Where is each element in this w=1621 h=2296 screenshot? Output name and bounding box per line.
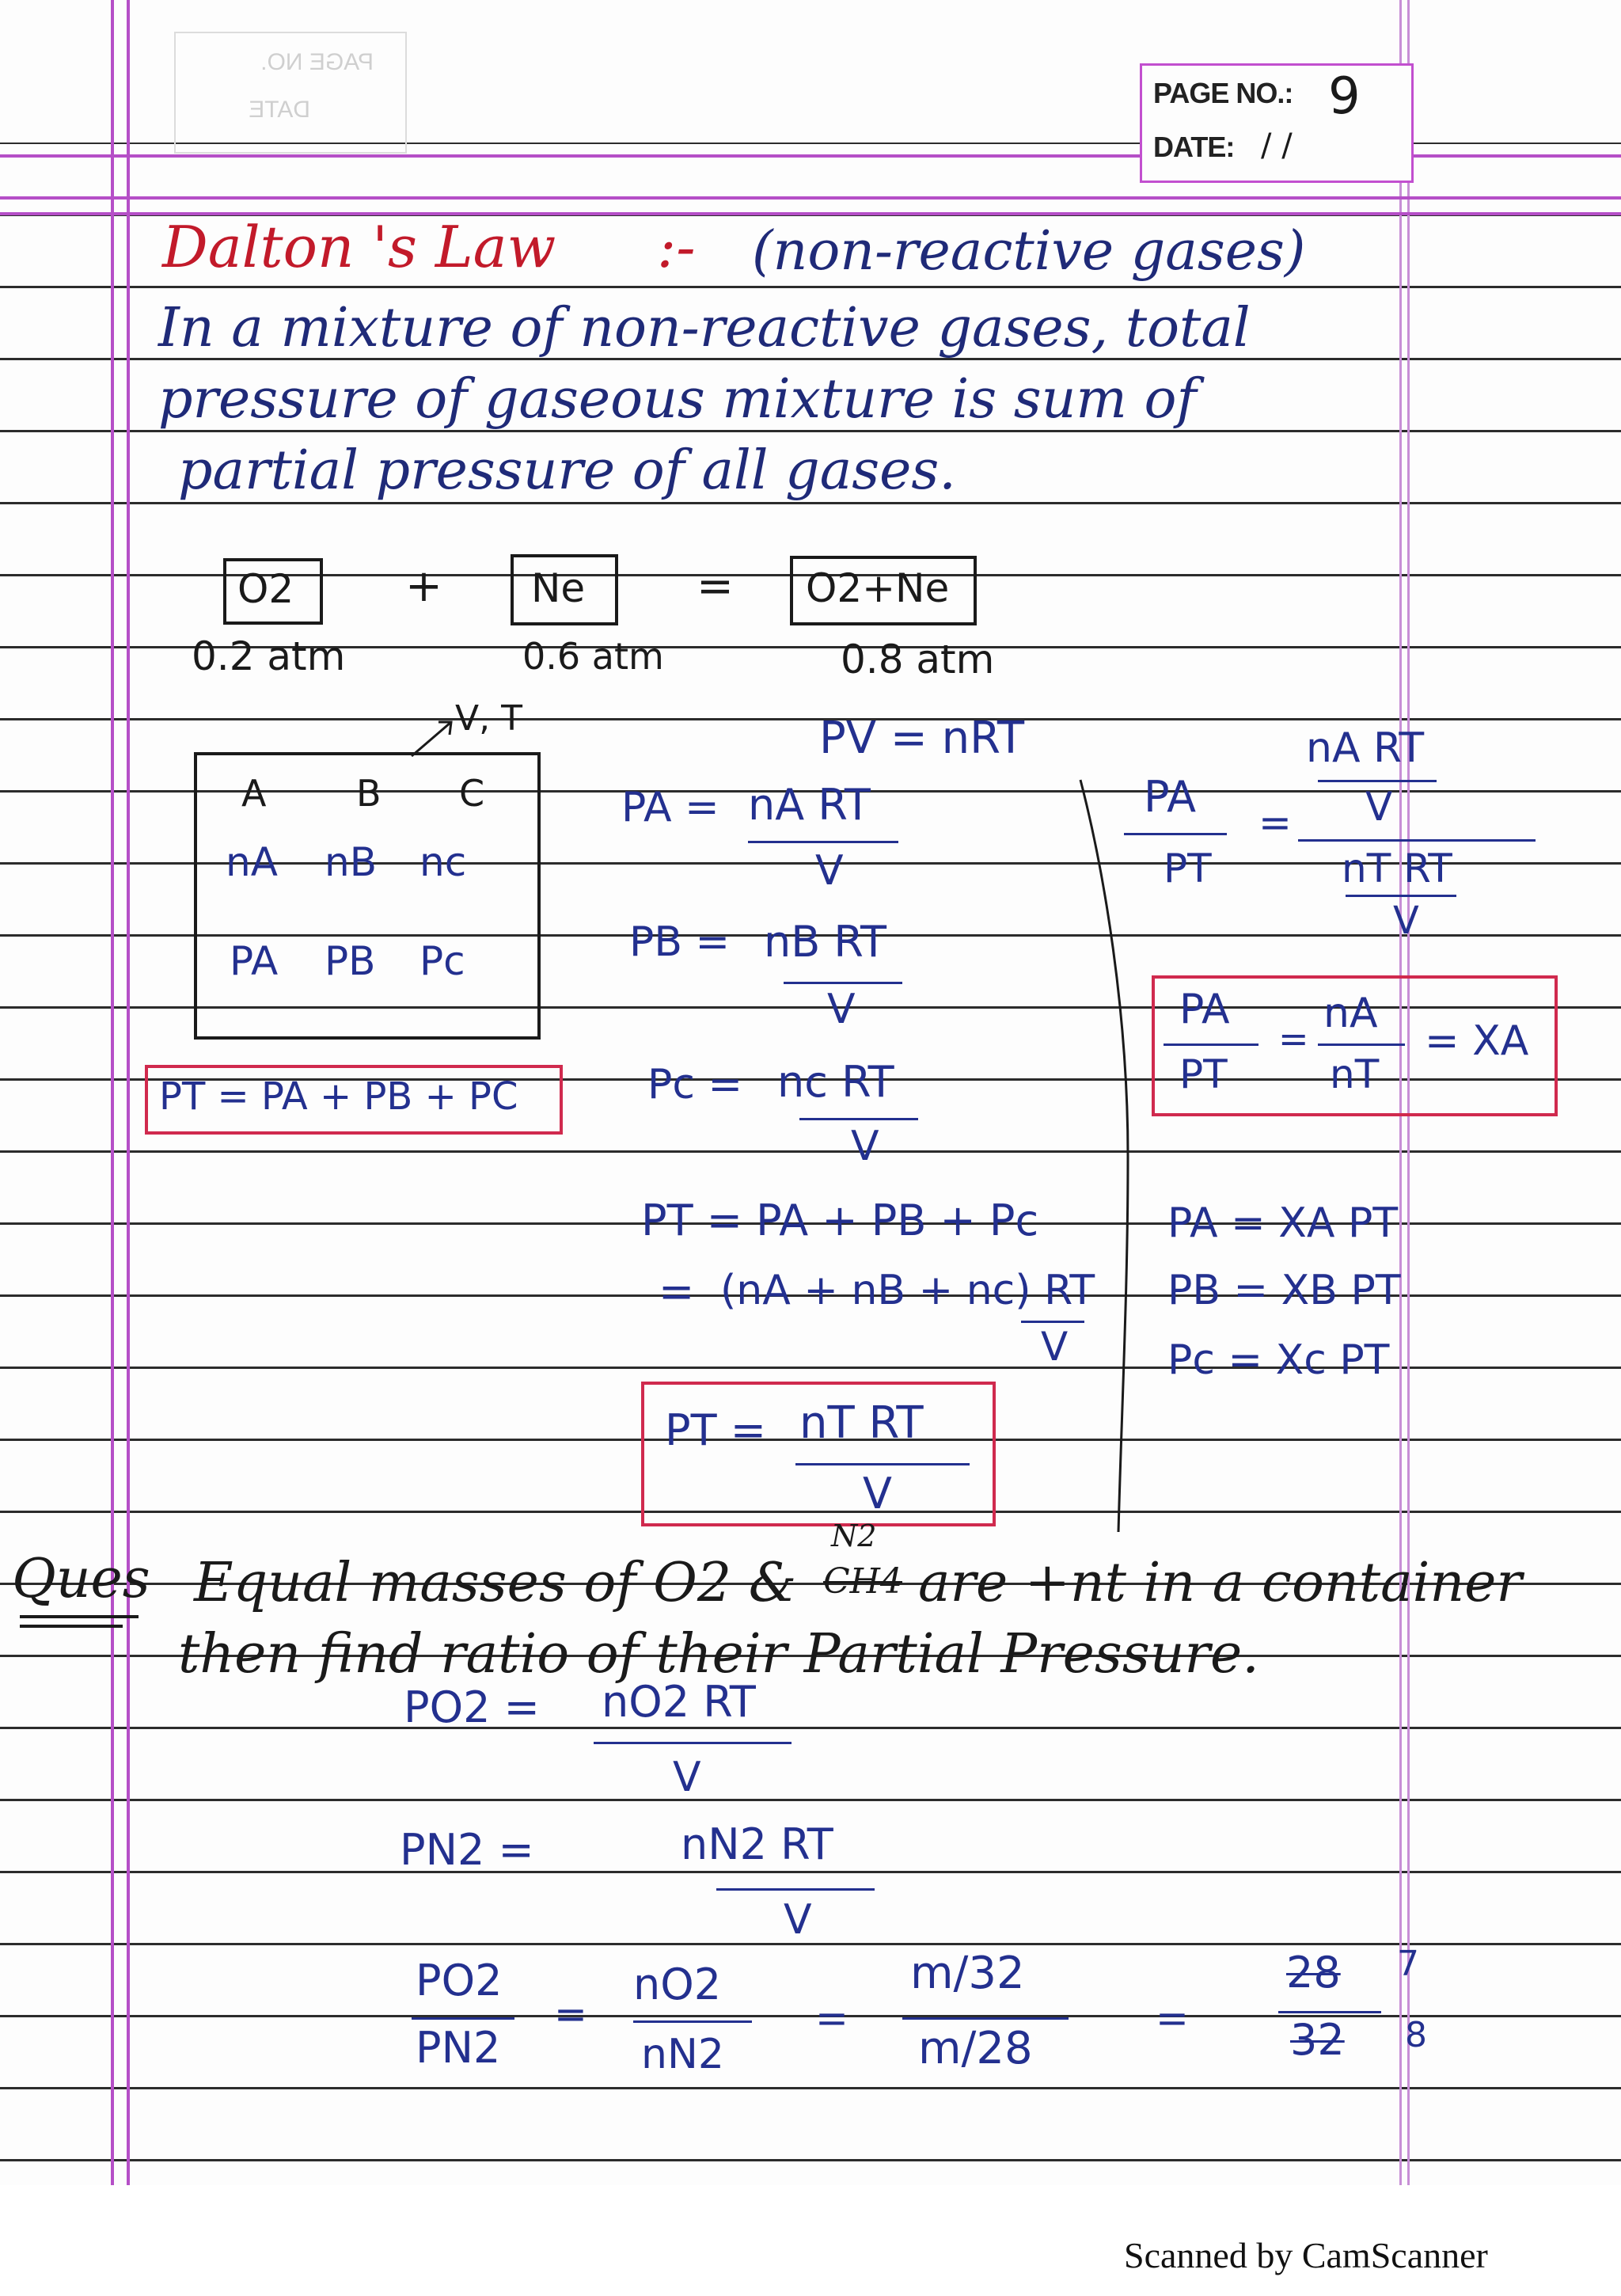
gas-c: C (459, 772, 485, 815)
pn2-lhs: PN2 = (400, 1825, 534, 1875)
mixture-label: O2+Ne (806, 565, 950, 611)
ne-pressure: 0.6 atm (522, 635, 664, 678)
ratio-rhs-num-top: nA RT (1306, 724, 1425, 772)
pressure-a: PA (230, 938, 279, 984)
pc-fraction-bar (799, 1118, 918, 1120)
definition-line: pressure of gaseous mixture is sum of (158, 368, 1197, 431)
question-text: then find ratio of their Partial Pressure. (178, 1623, 1259, 1686)
ratio-rhs-den-bar (1346, 895, 1456, 897)
pa-mole-fraction: PA = XA PT (1167, 1199, 1399, 1247)
simplified-8: 8 (1405, 2015, 1427, 2055)
title-symbol: :- (657, 214, 696, 280)
po2-lhs: PO2 = (404, 1682, 540, 1732)
struck-28: 28 (1286, 1948, 1341, 1998)
ratio-fraction-bar (412, 2017, 514, 2020)
page-number-stamp (1140, 63, 1414, 183)
left-margin-line-inner (127, 0, 130, 2185)
mole-lhs-num: PA (1179, 986, 1230, 1033)
final-lhs: PT = (665, 1405, 766, 1455)
mole-lhs-den: PT (1179, 1051, 1228, 1097)
ne-label: Ne (531, 565, 586, 611)
po2-numerator: nO2 RT (602, 1677, 756, 1727)
mixture-box (790, 556, 977, 625)
ghost-stamp-line: DATE (249, 97, 310, 123)
ghost-stamp (174, 32, 407, 154)
pb-numerator: nB RT (764, 917, 887, 967)
final-numerator: nT RT (799, 1397, 924, 1449)
header-rule (0, 196, 1621, 200)
o2-pressure: 0.2 atm (192, 633, 346, 679)
mole-lhs-bar (1164, 1043, 1258, 1046)
gas-b: B (356, 772, 382, 815)
o2-label: O2 (237, 566, 294, 612)
plus-sign: + (405, 561, 442, 612)
pb-fraction-bar (784, 982, 902, 984)
sum-denominator: V (1041, 1324, 1069, 1370)
pa-denominator: V (815, 847, 844, 895)
moles-fraction-bar (633, 2020, 752, 2023)
page-no-label: PAGE NO.: (1153, 77, 1293, 109)
pa-lhs: PA = (621, 784, 719, 831)
pc-lhs: Pc = (647, 1061, 743, 1108)
title-subtitle: (non-reactive gases) (752, 220, 1306, 283)
ratio-po2: PO2 (416, 1956, 503, 2005)
ratio-lhs-num: PA (1144, 772, 1197, 822)
final-denominator: V (863, 1469, 892, 1519)
mass-n2: m/28 (918, 2023, 1033, 2074)
pc-mole-fraction: Pc = Xc PT (1167, 1336, 1390, 1384)
simplified-7: 7 (1397, 1944, 1419, 1984)
pc-numerator: nc RT (777, 1057, 894, 1107)
final-fraction-bar (795, 1463, 970, 1465)
gas-a: A (241, 772, 267, 815)
ratio-rhs-num-bot: V (1365, 784, 1393, 830)
pn2-numerator: nN2 RT (681, 1819, 833, 1869)
sum-equals: = (659, 1267, 695, 1317)
question-label: Ques (12, 1548, 150, 1610)
scanner-watermark: Scanned by CamScanner (1124, 2235, 1488, 2275)
po2-denominator: V (673, 1754, 701, 1801)
question-underline (20, 1625, 123, 1628)
page-no-value: 9 (1328, 67, 1361, 126)
column-divider (1072, 776, 1144, 1536)
page-no-row (1153, 77, 1293, 110)
ne-box (511, 554, 618, 625)
mass-o2: m/32 (910, 1948, 1025, 1999)
solution-equals: = (554, 1991, 587, 2037)
question-underline (20, 1615, 139, 1618)
definition-line: In a mixture of non-reactive gases, total (158, 297, 1251, 359)
left-margin-line (111, 0, 114, 2185)
moles-o2: nO2 (633, 1960, 722, 2009)
pa-fraction-bar (748, 841, 898, 843)
pressure-c: Pc (419, 938, 465, 984)
ghost-stamp-line: PAGE NO. (260, 49, 374, 75)
mole-mid-bar (1318, 1043, 1405, 1046)
ratio-pn2: PN2 (416, 2023, 501, 2073)
mass-fraction-bar (902, 2017, 1069, 2020)
o2-box (223, 558, 323, 625)
pb-denominator: V (827, 986, 856, 1033)
sum-line: PT = PA + PB + Pc (641, 1196, 1039, 1245)
definition-line: partial pressure of all gases. (178, 439, 956, 502)
frac-32 (1290, 2015, 1345, 2065)
struck-word: CH4 (823, 1561, 903, 1602)
ratio-lhs-den: PT (1164, 846, 1212, 891)
pn2-fraction-bar (716, 1888, 875, 1891)
struck-32: 32 (1290, 2015, 1345, 2065)
ratio-rhs-num-bar (1318, 780, 1437, 782)
pb-mole-fraction: PB = XB PT (1167, 1267, 1401, 1314)
date-label: DATE: (1153, 131, 1235, 163)
ideal-gas-law: PV = nRT (819, 713, 1025, 764)
moles-n2: nN2 (641, 2031, 724, 2078)
frac-28 (1286, 1948, 1341, 1998)
date-value: / / (1261, 127, 1293, 164)
mixture-pressure: 0.8 atm (841, 637, 995, 682)
po2-fraction-bar (594, 1742, 792, 1744)
ratio-lhs-bar (1124, 833, 1227, 835)
mole-equals: = (1278, 1017, 1309, 1060)
solution-equals: = (815, 1995, 848, 2041)
total-pressure-formula: PT = PA + PB + PC (159, 1074, 518, 1119)
ratio-rhs-den-top: nT RT (1342, 846, 1452, 891)
ratio-rhs-main-bar (1298, 839, 1536, 842)
ratio-rhs-den-bot: V (1393, 899, 1419, 943)
pn2-denominator: V (784, 1896, 812, 1944)
equals-sign: = (697, 561, 734, 612)
pb-lhs: PB = (629, 918, 731, 966)
mole-mid-den: nT (1330, 1051, 1380, 1097)
date-row (1153, 131, 1234, 164)
mole-mid-num: nA (1323, 990, 1378, 1037)
result-fraction-bar (1278, 2011, 1381, 2013)
ratio-equals: = (1258, 800, 1292, 846)
pa-numerator: nA RT (748, 780, 871, 830)
total-pressure-box (145, 1065, 563, 1135)
title-daltons-law: Dalton 's Law (162, 214, 556, 280)
moles-a: nA (226, 839, 278, 885)
question-text: Equal masses of O2 & (194, 1552, 797, 1614)
solution-equals: = (1156, 1995, 1189, 2041)
pc-denominator: V (851, 1123, 879, 1170)
pressure-b: PB (325, 938, 376, 984)
question-correction: N2 (831, 1519, 877, 1553)
mole-fraction-result: = XA (1425, 1017, 1529, 1065)
vt-label: V, T (455, 698, 522, 739)
sum-factored: (nA + nB + nc) RT (720, 1267, 1095, 1314)
question-struck (823, 1561, 902, 1602)
moles-b: nB (325, 839, 377, 885)
question-text: are +nt in a container (918, 1552, 1522, 1614)
moles-c: nc (419, 839, 467, 885)
